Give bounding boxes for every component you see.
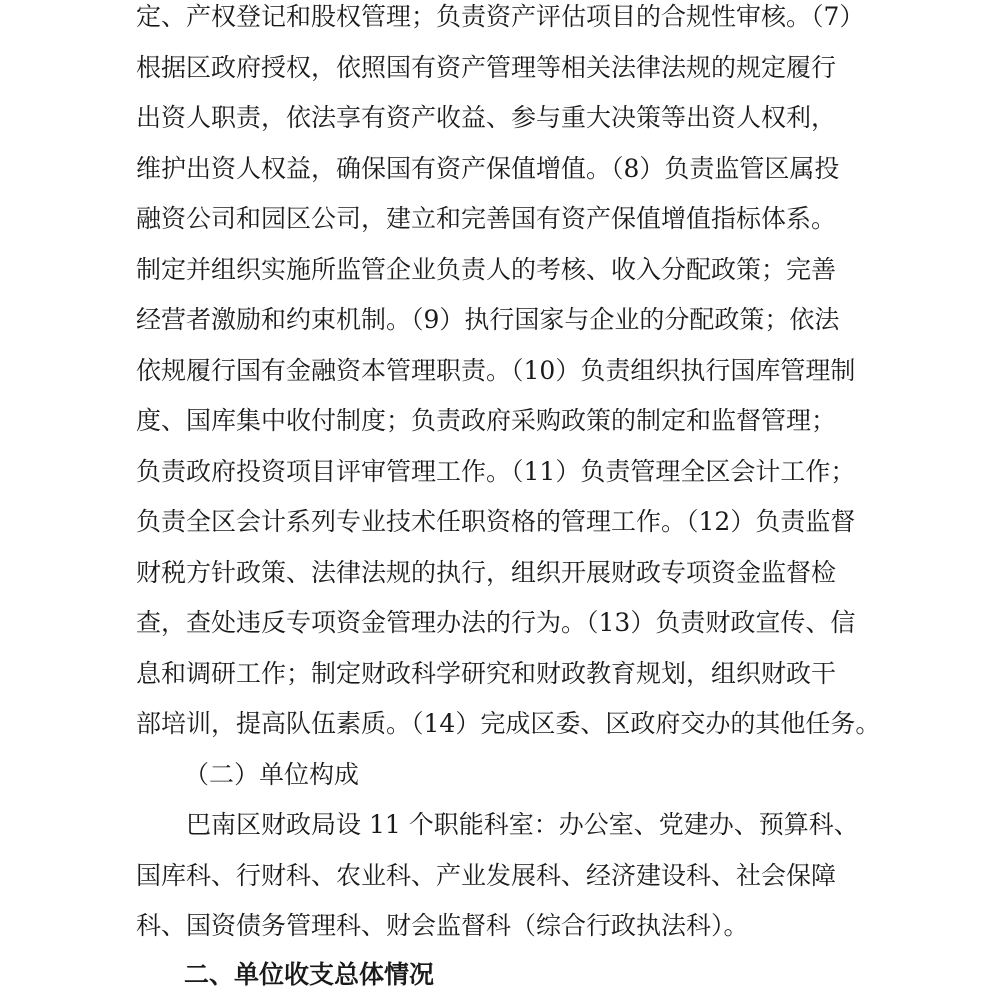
section-heading: 二、单位收支总体情况 (184, 960, 435, 989)
body-text-line: 查，查处违反专项资金管理办法的行为。（13）负责财政宣传、信 (136, 608, 856, 637)
body-text-line: 根据区政府授权，依照国有资产管理等相关法律法规的规定履行 (136, 53, 837, 82)
body-text-line: 部培训，提高队伍素质。（14）完成区委、区政府交办的其他任务。 (136, 709, 881, 738)
body-text-line: 定、产权登记和股权管理；负责资产评估项目的合规性审核。（7） (136, 2, 865, 31)
body-text-line: 出资人职责，依法享有资产收益、参与重大决策等出资人权利， (136, 103, 837, 132)
body-text-line: 度、国库集中收付制度；负责政府采购政策的制定和监督管理； (136, 406, 837, 435)
unit-text-line: 科、国资债务管理科、财会监督科（综合行政执法科）。 (136, 911, 749, 940)
body-text-line: 财税方针政策、法律法规的执行，组织开展财政专项资金监督检 (136, 558, 837, 587)
body-text-line: 融资公司和园区公司，建立和完善国有资产保值增值指标体系。 (136, 204, 837, 233)
unit-text-line: 巴南区财政局设 11 个职能科室：办公室、党建办、预算科、 (186, 810, 859, 839)
body-text-line: 负责全区会计系列专业技术任职资格的管理工作。（12）负责监督 (136, 507, 856, 536)
body-text-line: 制定并组织实施所监管企业负责人的考核、收入分配政策；完善 (136, 255, 837, 284)
body-text-line: 经营者激励和约束机制。（9）执行国家与企业的分配政策；依法 (136, 305, 840, 334)
section-subheading: （二）单位构成 (184, 760, 360, 789)
unit-text-line: 国库科、行财科、农业科、产业发展科、经济建设科、社会保障 (136, 861, 837, 890)
body-text-line: 息和调研工作；制定财政科学研究和财政教育规划，组织财政干 (136, 659, 837, 688)
body-text-line: 依规履行国有金融资本管理职责。（10）负责组织执行国库管理制 (136, 356, 856, 385)
body-text-line: 负责政府投资项目评审管理工作。（11）负责管理全区会计工作； (136, 457, 856, 486)
body-text-line: 维护出资人权益，确保国有资产保值增值。（8）负责监管区属投 (136, 154, 840, 183)
